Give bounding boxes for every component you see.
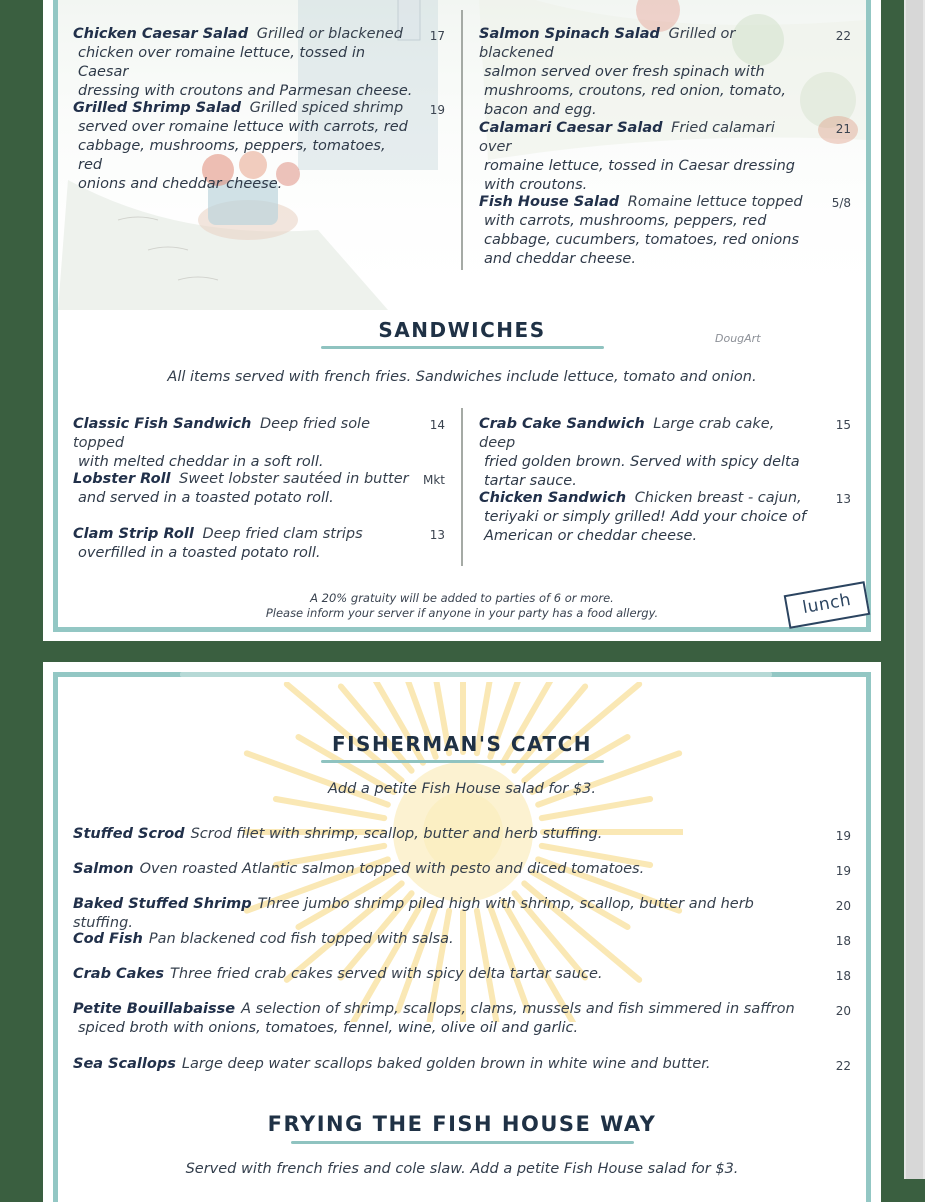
menu-item bbox=[73, 1055, 803, 1074]
menu-item-desc: Deep fried clam strips bbox=[202, 526, 363, 542]
menu-item-desc: Romaine lettuce topped bbox=[627, 194, 803, 210]
menu-item-desc: and cheddar cheese. bbox=[484, 251, 636, 267]
gratuity-note: A 20% gratuity will be added to parties of 6 or more. bbox=[310, 591, 614, 605]
menu-item-name: Baked Stuffed Shrimp bbox=[73, 896, 252, 912]
menu-item-desc: Sweet lobster sautéed in butter bbox=[179, 471, 409, 487]
menu-item-name: Lobster Roll bbox=[73, 471, 171, 487]
menu-item-name: Clam Strip Roll bbox=[73, 526, 194, 542]
menu-item-desc: and served in a toasted potato roll. bbox=[78, 490, 334, 506]
menu-item-price: 15 bbox=[835, 418, 851, 432]
allergy-note: Please inform your server if anyone in your party has a food allergy. bbox=[265, 606, 659, 620]
menu-item-desc: A selection of shrimp, scallops, clams, mussels and fish simmered in saffron bbox=[241, 1001, 795, 1017]
menu-item-name: Crab Cakes bbox=[73, 966, 165, 982]
menu-item-name: Cod Fish bbox=[73, 931, 143, 947]
menu-item-price: 19 bbox=[835, 829, 851, 843]
menu-item-desc: Oven roasted Atlantic salmon topped with pesto and diced tomatoes. bbox=[139, 861, 645, 877]
section-note: Add a petite Fish House salad for $3. bbox=[327, 781, 597, 797]
menu-item-desc: tartar sauce. bbox=[484, 473, 577, 489]
menu-item bbox=[73, 930, 803, 949]
menu-item-desc: overfilled in a toasted potato roll. bbox=[78, 545, 321, 561]
menu-item-desc: salmon served over fresh spinach with bbox=[484, 64, 765, 80]
menu-item-price: 21 bbox=[835, 122, 851, 136]
menu-item-name: Calamari Caesar Salad bbox=[479, 120, 663, 136]
menu-item-price: 13 bbox=[429, 528, 445, 542]
menu-item-desc: with croutons. bbox=[484, 177, 588, 193]
title-underline bbox=[321, 760, 604, 763]
menu-item bbox=[73, 470, 413, 508]
section-title-frying: FRYING THE FISH HOUSE WAY bbox=[267, 1112, 657, 1136]
menu-item bbox=[479, 25, 809, 120]
menu-item-desc: mushrooms, croutons, red onion, tomato, bbox=[484, 83, 786, 99]
menu-item-desc: Grilled or blackened bbox=[256, 26, 403, 42]
menu-item-desc: Large deep water scallops baked golden brown in white wine and butter. bbox=[181, 1056, 711, 1072]
menu-item-price: 17 bbox=[429, 29, 445, 43]
menu-item-price: 19 bbox=[429, 103, 445, 117]
menu-item-price: 18 bbox=[835, 969, 851, 983]
column-divider bbox=[461, 10, 463, 270]
menu-page-lunch bbox=[43, 0, 881, 641]
menu-page-dinner bbox=[43, 662, 881, 1202]
menu-item-price: 20 bbox=[835, 899, 851, 913]
menu-item-desc: served over romaine lettuce with carrots, red bbox=[78, 119, 408, 135]
menu-item-name: Stuffed Scrod bbox=[73, 826, 185, 842]
menu-item-price: 20 bbox=[835, 1004, 851, 1018]
menu-item-name: Crab Cake Sandwich bbox=[479, 416, 645, 432]
menu-item-name: Petite Bouillabaisse bbox=[73, 1001, 236, 1017]
menu-item-price: 18 bbox=[835, 934, 851, 948]
menu-item-desc: with melted cheddar in a soft roll. bbox=[78, 454, 324, 470]
menu-item-desc: Fried calamari over bbox=[479, 120, 775, 155]
menu-item bbox=[73, 525, 413, 563]
menu-item bbox=[73, 415, 413, 472]
section-title-fishermans-catch: FISHERMAN'S CATCH bbox=[331, 732, 593, 756]
menu-item-desc: chicken over romaine lettuce, tossed in Caesar bbox=[78, 45, 366, 80]
menu-item bbox=[73, 825, 803, 844]
menu-item-desc: teriyaki or simply grilled! Add your choice of bbox=[484, 509, 807, 525]
menu-item-desc: Pan blackened cod fish topped with salsa. bbox=[148, 931, 454, 947]
menu-item-desc: Deep fried sole topped bbox=[73, 416, 371, 451]
menu-item-desc: cabbage, cucumbers, tomatoes, red onions bbox=[484, 232, 800, 248]
menu-item bbox=[73, 965, 803, 984]
menu-item-desc: cabbage, mushrooms, peppers, tomatoes, red bbox=[78, 138, 386, 173]
menu-item bbox=[73, 860, 803, 879]
menu-item-name: Salmon bbox=[73, 861, 134, 877]
menu-item-desc: Three jumbo shrimp piled high with shrimp, scallop, butter and herb stuffing. bbox=[73, 896, 754, 931]
menu-item-desc: Chicken breast - cajun, bbox=[634, 490, 802, 506]
menu-item-name: Classic Fish Sandwich bbox=[73, 416, 252, 432]
lunch-tag-label: lunch bbox=[801, 589, 853, 619]
section-note: Served with french fries and cole slaw. Add a petite Fish House salad for $3. bbox=[185, 1161, 739, 1177]
top-accent-bar bbox=[180, 672, 772, 677]
section-title-sandwiches: SANDWICHES bbox=[378, 318, 546, 342]
menu-item-name: Salmon Spinach Salad bbox=[479, 26, 660, 42]
menu-item-price: 5/8 bbox=[831, 196, 851, 210]
menu-item-name: Grilled Shrimp Salad bbox=[73, 100, 242, 116]
title-underline bbox=[321, 346, 604, 349]
menu-item bbox=[479, 489, 809, 546]
section-note: All items served with french fries. Sandwiches include lettuce, tomato and onion. bbox=[167, 369, 757, 385]
menu-item-desc: bacon and egg. bbox=[484, 102, 597, 118]
menu-item-desc: Grilled or blackened bbox=[479, 26, 736, 61]
menu-item-price: 22 bbox=[835, 1059, 851, 1073]
menu-item-price: 22 bbox=[835, 29, 851, 43]
menu-item-desc: with carrots, mushrooms, peppers, red bbox=[484, 213, 767, 229]
menu-item bbox=[479, 193, 809, 269]
menu-item bbox=[73, 1000, 803, 1038]
menu-item-price: Mkt bbox=[422, 473, 445, 487]
menu-item-desc: Three fried crab cakes served with spicy delta tartar sauce. bbox=[170, 966, 603, 982]
menu-item-desc: romaine lettuce, tossed in Caesar dressing bbox=[484, 158, 795, 174]
menu-item-desc: onions and cheddar cheese. bbox=[78, 176, 283, 192]
menu-item-price: 14 bbox=[429, 418, 445, 432]
menu-item-desc: Scrod filet with shrimp, scallop, butter and herb stuffing. bbox=[190, 826, 603, 842]
menu-item bbox=[479, 119, 809, 195]
title-underline bbox=[291, 1141, 634, 1144]
menu-item-name: Chicken Sandwich bbox=[479, 490, 627, 506]
column-divider bbox=[461, 408, 463, 566]
menu-item-desc: Large crab cake, deep bbox=[479, 416, 775, 451]
menu-item bbox=[73, 25, 413, 101]
menu-item-price: 13 bbox=[835, 492, 851, 506]
menu-item-desc: spiced broth with onions, tomatoes, fennel, wine, olive oil and garlic. bbox=[78, 1020, 579, 1036]
menu-item-desc: fried golden brown. Served with spicy delta bbox=[484, 454, 800, 470]
menu-item-name: Fish House Salad bbox=[479, 194, 620, 210]
artist-signature: DougArt bbox=[715, 332, 761, 345]
menu-item-desc: Grilled spiced shrimp bbox=[249, 100, 404, 116]
menu-item-name: Sea Scallops bbox=[73, 1056, 176, 1072]
menu-item-name: Chicken Caesar Salad bbox=[73, 26, 249, 42]
menu-item-desc: American or cheddar cheese. bbox=[484, 528, 698, 544]
menu-item bbox=[73, 99, 413, 194]
menu-item-desc: dressing with croutons and Parmesan cheese. bbox=[78, 83, 413, 99]
menu-item-price: 19 bbox=[835, 864, 851, 878]
menu-item bbox=[73, 895, 803, 933]
menu-item bbox=[479, 415, 809, 491]
scrollbar-thumb[interactable] bbox=[906, 0, 923, 1179]
